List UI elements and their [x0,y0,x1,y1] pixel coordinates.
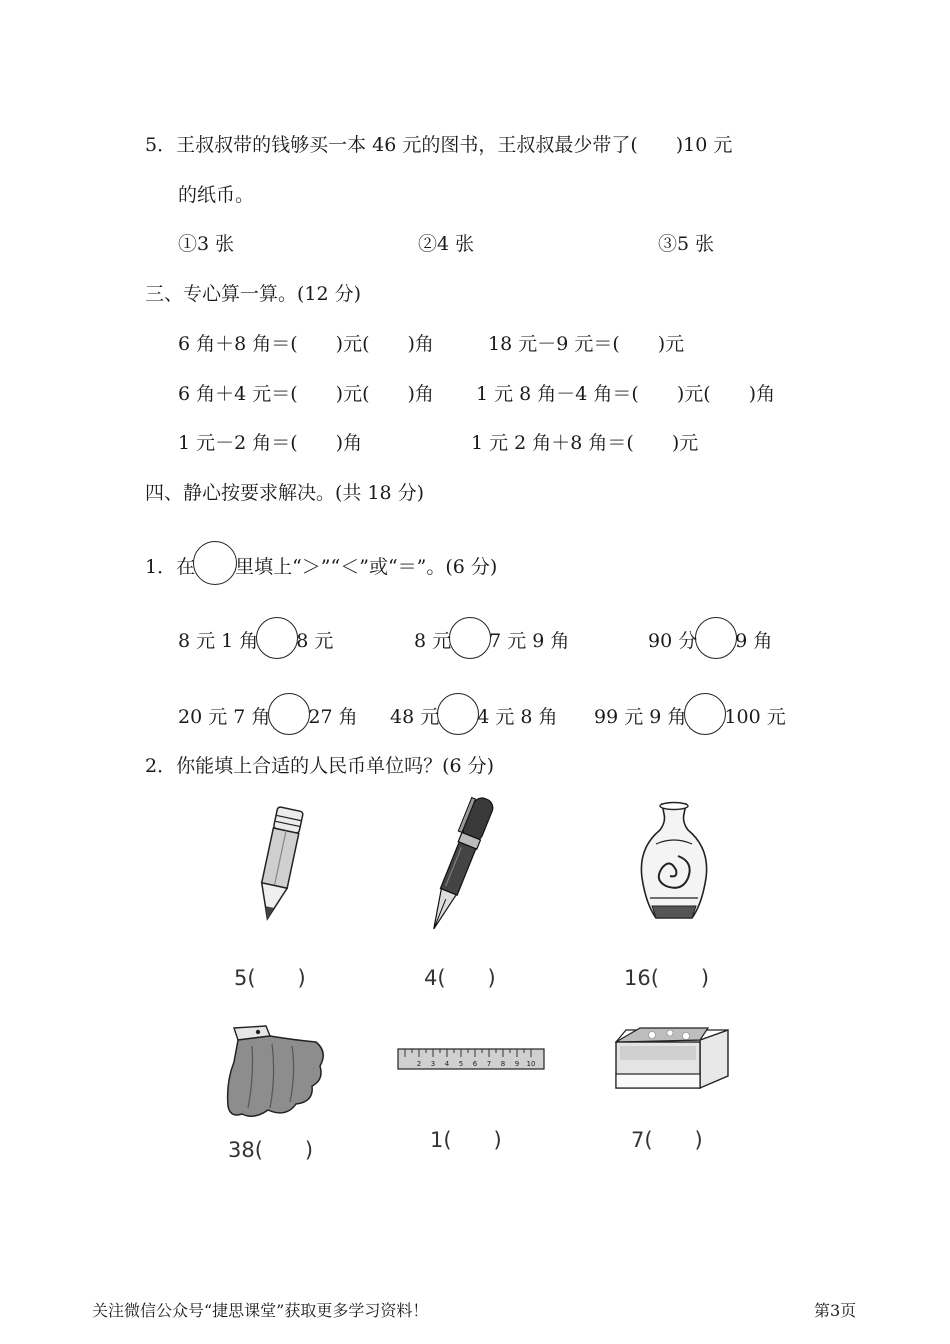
compare-item-5 [390,701,558,735]
compare-right: 4 元 8 角 [477,706,558,728]
eraser-price: 7( ) [631,1128,703,1152]
skirt-price: 38( ) [228,1138,314,1162]
compare-instruction-pre: 1．在 [145,556,196,578]
footer-note: 关注微信公众号“捷思课堂”获取更多学习资料！ [92,1301,429,1320]
compare-instruction [145,551,497,585]
calc-row1-right: 18 元－9 元＝( )元 [488,333,685,355]
q5-line1: 5．王叔叔带的钱够买一本 46 元的图书，王叔叔最少带了( )10 元 [145,134,733,156]
compare-left: 48 元 [390,706,440,728]
q5-option-2: ②4 张 [418,233,475,255]
compare-item-1 [178,625,333,659]
compare-right: 8 元 [296,630,334,652]
compare-circle[interactable] [684,693,726,735]
q5-option-3: ③5 张 [658,233,715,255]
compare-right: 100 元 [724,706,786,728]
pencil-icon [244,800,314,928]
ruler-icon [397,1048,545,1070]
compare-item-2 [414,625,569,659]
compare-circle[interactable] [268,693,310,735]
compare-right: 9 角 [735,630,773,652]
fountain-pen-icon [418,790,502,938]
ruler-mark: 4 [444,1060,450,1068]
pencil-price: 5( ) [234,966,306,990]
pen-price: 4( ) [424,966,496,990]
vase-icon [636,800,712,924]
compare-left: 8 元 1 角 [178,630,259,652]
ruler-mark: 9 [514,1060,520,1068]
ruler-mark: 3 [430,1060,436,1068]
ruler-mark: 5 [458,1060,464,1068]
compare-left: 8 元 [414,630,452,652]
compare-left: 99 元 9 角 [594,706,687,728]
ruler-mark: 8 [500,1060,506,1068]
page-number: 第3页 [814,1301,857,1320]
ruler-mark: 10 [526,1060,536,1068]
compare-right: 27 角 [308,706,358,728]
section-3-title: 三、专心算一算。(12 分) [145,283,362,305]
calc-row2-right: 1 元 8 角－4 角＝( )元( )角 [476,383,776,405]
compare-instruction-post: 里填上“＞”“＜”或“＝”。(6 分) [235,556,498,578]
compare-circle-sample [193,541,237,585]
q5-line2: 的纸币。 [178,184,255,206]
q5-option-1: ①3 张 [178,233,235,255]
section-4-title: 四、静心按要求解决。(共 18 分) [145,482,425,504]
calc-row3-right: 1 元 2 角＋8 角＝( )元 [471,432,699,454]
ruler-mark: 2 [416,1060,422,1068]
compare-item-6 [594,701,786,735]
compare-circle[interactable] [695,617,737,659]
compare-left: 90 分 [648,630,698,652]
compare-left: 20 元 7 角 [178,706,271,728]
compare-item-3 [648,625,772,659]
compare-circle[interactable] [437,693,479,735]
units-question: 2．你能填上合适的人民币单位吗？(6 分) [145,755,495,777]
skirt-icon [224,1022,326,1122]
calc-row2-left: 6 角＋4 元＝( )元( )角 [178,383,434,405]
ruler-mark: 7 [486,1060,492,1068]
compare-item-4 [178,701,358,735]
compare-circle[interactable] [256,617,298,659]
vase-price: 16( ) [624,966,710,990]
eraser-icon [612,1024,736,1094]
calc-row3-left: 1 元－2 角＝( )角 [178,432,363,454]
compare-circle[interactable] [449,617,491,659]
compare-right: 7 元 9 角 [489,630,570,652]
ruler-mark: 6 [472,1060,478,1068]
ruler-price: 1( ) [430,1128,502,1152]
calc-row1-left: 6 角＋8 角＝( )元( )角 [178,333,434,355]
